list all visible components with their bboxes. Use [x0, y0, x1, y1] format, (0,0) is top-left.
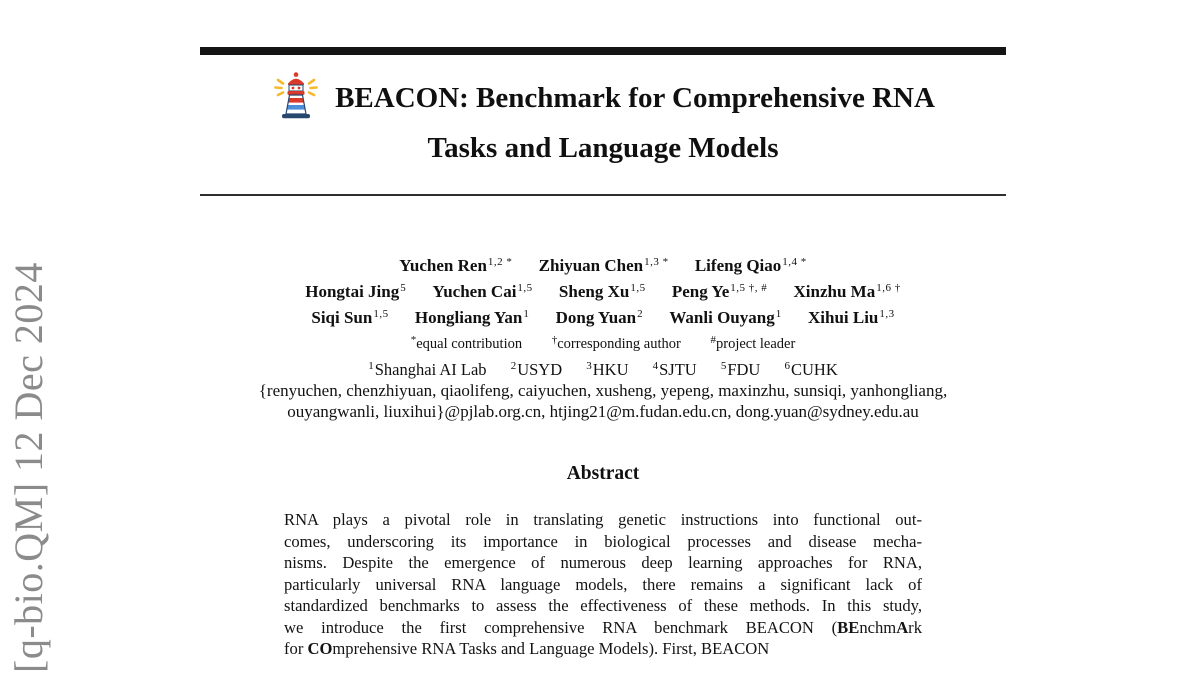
title-line2: Tasks and Language Models [427, 132, 779, 164]
author [556, 308, 643, 327]
abstract-line [284, 595, 922, 617]
affiliation-superscript: 4 [652, 360, 659, 372]
author-superscript: 1 [775, 308, 782, 320]
affiliation-superscript: 6 [784, 360, 790, 372]
footnote [411, 336, 522, 352]
abstract-text: nchm [859, 617, 897, 637]
paper-title-block [200, 70, 1006, 165]
abstract-body [284, 509, 922, 660]
author [539, 256, 669, 275]
affiliation-row [200, 356, 1006, 380]
affiliation-name: CUHK [790, 360, 838, 379]
title-row [200, 70, 1006, 126]
affiliation-name: SJTU [659, 360, 697, 379]
footnote-symbol: * [410, 334, 417, 346]
footnote-symbol: # [710, 334, 716, 346]
abstract-text: nisms. Despite the emergence of numerous deep learning approaches for RNA, [284, 553, 922, 572]
abstract-line [284, 574, 922, 596]
footnote [710, 336, 795, 352]
email-line-2: ouyangwanli, liuxihui}@pjlab.org.cn, htjing21@m.fudan.edu.cn, dong.yuan@sydney.edu.au [287, 402, 919, 421]
author-name: Sheng Xu [558, 282, 630, 301]
abstract-line [284, 617, 922, 639]
author [669, 308, 781, 327]
author-name: Wanli Ouyang [669, 308, 775, 327]
affiliation [368, 360, 486, 379]
author-name: Lifeng Qiao [694, 256, 782, 275]
author [695, 256, 807, 275]
author [672, 282, 767, 301]
author-name: Hongtai Jing [305, 282, 400, 301]
author-name: Yuchen Cai [432, 282, 517, 301]
abstract-heading: Abstract [566, 463, 640, 484]
title-rule-top [200, 47, 1006, 55]
author-superscript: 1,6 † [876, 282, 901, 294]
author-name: Zhiyuan Chen [538, 256, 644, 275]
author-superscript: 2 [637, 308, 644, 320]
author-superscript: 1,2 * [487, 256, 513, 268]
author-superscript: 1,4 * [782, 256, 807, 268]
abstract-text: comes, underscoring its importance in biological processes and disease mecha- [284, 531, 922, 551]
affiliation-name: Shanghai AI Lab [374, 360, 487, 379]
author-name: Hongliang Yan [414, 308, 523, 327]
footnote-text: equal contribution [416, 336, 523, 352]
affiliation-superscript: 1 [368, 360, 374, 372]
author-superscript: 1,5 [630, 282, 646, 294]
abstract-text: particularly universal RNA language models, there remains a significant lack of [284, 574, 922, 594]
affiliation [653, 360, 697, 379]
footnote-symbol: † [551, 334, 558, 346]
author [794, 282, 901, 301]
author [399, 256, 512, 275]
footnote-row [200, 331, 1006, 354]
abstract-text: mprehensive RNA Tasks and Language Models). First, BEACON [332, 639, 770, 658]
abstract-text: we introduce the first comprehensive RNA benchmark BEACON ( [284, 617, 838, 637]
author-name: Peng Ye [671, 282, 730, 301]
author-name: Dong Yuan [555, 308, 637, 327]
affiliation [784, 360, 837, 379]
affiliation-superscript: 3 [586, 360, 592, 372]
abstract-text: standardized benchmarks to assess the effectiveness of these methods. In this study, [284, 596, 922, 615]
abstract-line-clipped [284, 638, 922, 660]
author [311, 308, 388, 327]
email-line-1: {renyuchen, chenzhiyuan, qiaolifeng, caiyuchen, xusheng, yepeng, maxinzhu, sunsiqi, yanhongliang, [258, 381, 948, 400]
author [305, 282, 406, 301]
affiliation-name: USYD [517, 360, 563, 379]
author [808, 308, 895, 327]
author-name: Xinzhu Ma [793, 282, 876, 301]
affiliation [721, 360, 761, 379]
author-superscript: 1,3 * [644, 256, 669, 268]
abstract-text-bold: CO [307, 639, 333, 658]
footnote-text: project leader [715, 336, 796, 352]
author [433, 282, 533, 301]
author-block [200, 251, 1006, 422]
arxiv-watermark: [q-bio.QM] 12 Dec 2024 [6, 262, 51, 673]
abstract-line [284, 531, 922, 553]
lighthouse-icon [271, 70, 321, 120]
abstract-line [284, 509, 922, 531]
author [415, 308, 530, 327]
title-line1: BEACON: Benchmark for Comprehensive RNA [335, 82, 935, 114]
abstract-text: RNA plays a pivotal role in translating genetic instructions into functional out- [284, 510, 922, 529]
author-superscript: 1 [523, 308, 530, 320]
author-row-3 [200, 303, 1006, 329]
author-superscript: 1,3 [879, 308, 895, 320]
affiliation-superscript: 2 [510, 360, 517, 372]
abstract-text: for [284, 639, 308, 658]
author-superscript: 1,5 [373, 308, 389, 320]
author-name: Siqi Sun [311, 308, 373, 327]
author [559, 282, 646, 301]
author-name: Yuchen Ren [399, 256, 487, 275]
affiliation-name: HKU [592, 360, 629, 379]
abstract-line [284, 552, 922, 574]
affiliation-superscript: 5 [720, 360, 727, 372]
abstract-text-bold: BE [837, 617, 860, 637]
author-row-2 [200, 277, 1006, 303]
author-superscript: 1,5 †, # [730, 282, 768, 294]
abstract-text: rk [908, 617, 922, 637]
author-superscript: 1,5 [517, 282, 533, 294]
author-superscript: 5 [400, 282, 407, 294]
affiliation-name: FDU [727, 360, 761, 379]
author-name: Xihui Liu [807, 308, 879, 327]
affiliation [511, 360, 562, 379]
title-rule-bottom [200, 194, 1006, 196]
abstract-text-bold: A [896, 617, 909, 637]
footnote [552, 336, 681, 352]
footnote-text: corresponding author [557, 336, 681, 352]
author-row-1 [200, 251, 1006, 277]
affiliation [586, 360, 628, 379]
